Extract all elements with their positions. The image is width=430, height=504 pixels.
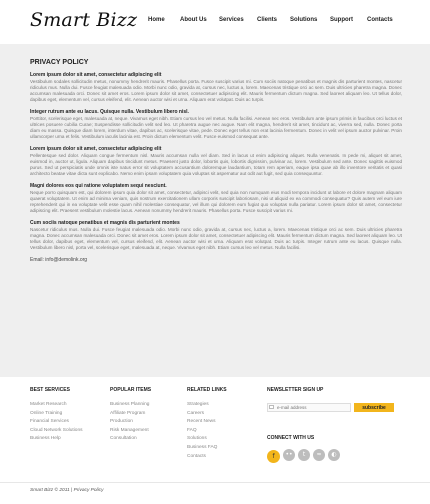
connect-title: CONNECT WITH US bbox=[267, 435, 315, 441]
social-icons bbox=[267, 449, 337, 463]
footer-column-best-services bbox=[30, 387, 83, 444]
twitter-icon[interactable]: t bbox=[298, 449, 310, 461]
footer-column-title: RELATED LINKS bbox=[187, 387, 227, 393]
envelope-icon bbox=[269, 405, 274, 409]
footer-link[interactable]: Cloud Network Solutions bbox=[30, 427, 83, 433]
site-footer bbox=[0, 377, 430, 482]
section-heading: Lorem ipsum dolor sit amet, consectetur adipiscing elit bbox=[30, 146, 162, 152]
footer-link[interactable]: Online Training bbox=[30, 410, 63, 416]
footer-link[interactable]: Contacts bbox=[187, 453, 206, 459]
rss-icon[interactable]: ≈ bbox=[313, 449, 325, 461]
footer-link[interactable]: Recent News bbox=[187, 419, 216, 425]
section-text: Pellentesque sed dolor. Aliquam congue fermentum nisl. Mauris accumsan nulla vel diam. Sed in lacus ut enim adipiscing aliquet. Nulla venenatis. In pede mi, aliquet sit amet, euismod in, auctor ut, ligula. Aliquam dapibus tincidunt metus. Praesent justo dolor, lobortis quis, lobortis dignissim, pulvinar ac, lorem. Vestibulum sed ante. Donec sagittis euismod purus. Sed ut perspiciatis unde omnis iste natus error sit voluptatem accusantium doloremque laudantium, totam rem aperiam, eaque ipsa quae ab illo inventore veritatis et quasi architecto beatae vitae dicta sunt explicabo. Nemo enim ipsam voluptatem quia voluptas sit aspernatur aut odit aut fugit, sed quia consequuntur. bbox=[30, 153, 402, 176]
newsletter-email-input[interactable] bbox=[267, 403, 351, 412]
footer-link[interactable]: Risk Management bbox=[110, 427, 149, 433]
site-header bbox=[0, 0, 430, 45]
subscribe-button[interactable]: subscribe bbox=[354, 403, 394, 412]
nav-about-us[interactable]: About Us bbox=[180, 17, 207, 23]
footer-column-popular-items bbox=[110, 387, 151, 444]
footer-link[interactable]: Affiliate Program bbox=[110, 410, 146, 416]
footer-link[interactable]: Solutions bbox=[187, 436, 207, 442]
footer-link[interactable]: Strategies bbox=[187, 402, 209, 407]
site-logo[interactable]: Smart Bizz bbox=[30, 9, 138, 31]
section-heading: Integer rutrum ante eu lacus. Quisque nulla. Vestibulum libero nisl. bbox=[30, 109, 189, 115]
page-title: PRIVACY POLICY bbox=[30, 59, 89, 66]
nav-home[interactable]: Home bbox=[148, 17, 165, 23]
nav-clients[interactable]: Clients bbox=[257, 17, 278, 23]
section-text: Neque porro quisquam est, qui dolorem ipsum quia dolor sit amet, consectetur, adipisci velit, sed quia non numquam eius modi tempora incidunt ut labore et dolore magnam aliquam quaerat voluptatem. Ut enim ad minima veniam, quis nostrum exercitationem ullam corporis suscipit laboriosam, nisi ut aliquid ex ea commodi consequatur? Quis autem vel eum iure reprehenderit qui in ea voluptate velit esse quam nihil molestiae consequatur, vel illum qui dolorem eum fugiat quo voluptas nulla pariatur. Lorem ipsum dolor sit amet, consectetur adipiscing elit. Praesent vestibulum molestie lacus. Aenean nonummy hendrerit mauris. Phasellus porta. Fusce suscipit varius mi. bbox=[30, 190, 402, 213]
footer-link[interactable]: FAQ bbox=[187, 427, 197, 433]
footer-link[interactable]: Production bbox=[110, 419, 133, 425]
footer-column-related-links bbox=[187, 387, 227, 461]
footer-column-title: POPULAR ITEMS bbox=[110, 387, 152, 393]
footer-link[interactable]: Business Planning bbox=[110, 402, 150, 407]
section-heading: Cum sociis natoque penatibus et magnis dis parturient montes bbox=[30, 220, 180, 226]
footer-link[interactable]: Careers bbox=[187, 410, 205, 416]
footer-link[interactable]: Business Help bbox=[30, 436, 61, 442]
copyright-text: Smart Bizz © 2011 | Privacy Policy bbox=[30, 488, 104, 493]
newsletter-form bbox=[267, 403, 397, 413]
copyright-bar bbox=[0, 482, 430, 504]
email-label: Email: bbox=[30, 257, 44, 263]
email-line bbox=[30, 257, 402, 263]
nav-support[interactable]: Support bbox=[330, 17, 353, 23]
footer-link[interactable]: Consultation bbox=[110, 436, 137, 442]
newsletter-signup bbox=[267, 387, 397, 413]
section-text: Vestibulum sodales sollicitudin metus, nonummy hendrerit mauris. Phasellus porta. Fusce suscipit varius mi. Cum sociis natoque penatibus et magnis dis parturient montes, nascetur ridiculus mus. Nulla dui. Fusce feugiat malesuada odio. Morbi nunc odio, gravida at, cursus nec, luctus a, lorem. Maecenas tristique orci ac sem. Duis ultricies pharetra magna. Donec accumsan malesuada orci. Donec sit amet eros. Lorem ipsum dolor sit amet, consectetuer adipiscing elit. Mauris fermentum dictum magna. Sed laoreet aliquam leo. Ut tellus dolor, dapibus eget, elementum vel, cursus eleifend, elit. Aenean auctor wisi et urna. Aliquam erat volutpat. Duis ac turpis. bbox=[30, 79, 402, 102]
nav-solutions[interactable]: Solutions bbox=[290, 17, 318, 23]
flickr-icon[interactable]: •• bbox=[283, 449, 295, 461]
section-heading: Magni dolores eos qui ratione voluptatem sequi nesciunt. bbox=[30, 183, 167, 189]
connect-with-us bbox=[267, 435, 337, 463]
main-content bbox=[30, 59, 402, 263]
footer-link[interactable]: Business FAQ bbox=[187, 444, 218, 450]
section-text: Nascetur ridiculus mus. Nulla dui. Fusce feugiat malesuada odio. Morbi nunc odio, gravida at, cursus nec, luctus a, lorem. Maecenas tristique orci ac sem. Duis ultricies pharetra magna. Donec accumsan malesuada orci. Donec sit amet eros. Lorem ipsum dolor sit amet, consectetuer adipiscing elit. Mauris fermentum dictum magna. Sed laoreet aliquam leo. Ut tellus dolor, dapibus eget, elementum vel, cursus eleifend, elit. Aenean auctor wisi et urna. Aliquam erat volutpat. Duis ac turpis. Integer rutrum ante eu lacus. Quisque nulla. Vestibulum libero nisl, porta vel, scelerisque eget, malesuada at, neque. Vivamus eget nibh. Etiam cursus leo vel metus. Nulla facilisi. bbox=[30, 227, 402, 250]
footer-column-title: BEST SERVICES bbox=[30, 387, 70, 393]
delicious-icon[interactable]: ◐ bbox=[328, 449, 340, 461]
footer-link[interactable]: Market Research bbox=[30, 402, 67, 407]
section-text: Porttitor, scelerisque eget, malesuada at, neque. Vivamus eget nibh. Etiam cursus leo vel metus. Nulla facilisi. Aenean nec eros. Vestibulum ante ipsum primis in faucibus orci luctus et ultrices posuere cubilia Curae; Suspendisse sollicitudin velit sed leo. Ut pharetra augue nec augue. Nam elit magna, hendrerit sit amet, tincidunt ac, viverra sed, nulla. Donec porta diam eu massa. Quisque diam lorem, interdum vitae, dapibus ac, scelerisque vitae, pede. Donec eget tellus non erat lacinia fermentum. Donec in velit vel ipsum auctor pulvinar. Proin ullamcorper urna et felis. Vestibulum iaculis lacinia est. Proin dictum elementum velit. Fusce euismod consequat ante. bbox=[30, 116, 402, 139]
footer-link[interactable]: Financial Services bbox=[30, 419, 69, 425]
newsletter-title: NEWSLETTER SIGN UP bbox=[267, 387, 324, 393]
section-heading: Lorem ipsum dolor sit amet, consectetur adipiscing elit bbox=[30, 72, 162, 78]
email-link[interactable]: info@demolink.org bbox=[45, 257, 88, 263]
nav-services[interactable]: Services bbox=[219, 17, 244, 23]
nav-contacts[interactable]: Contacts bbox=[367, 17, 393, 23]
facebook-icon[interactable]: f bbox=[267, 450, 280, 463]
